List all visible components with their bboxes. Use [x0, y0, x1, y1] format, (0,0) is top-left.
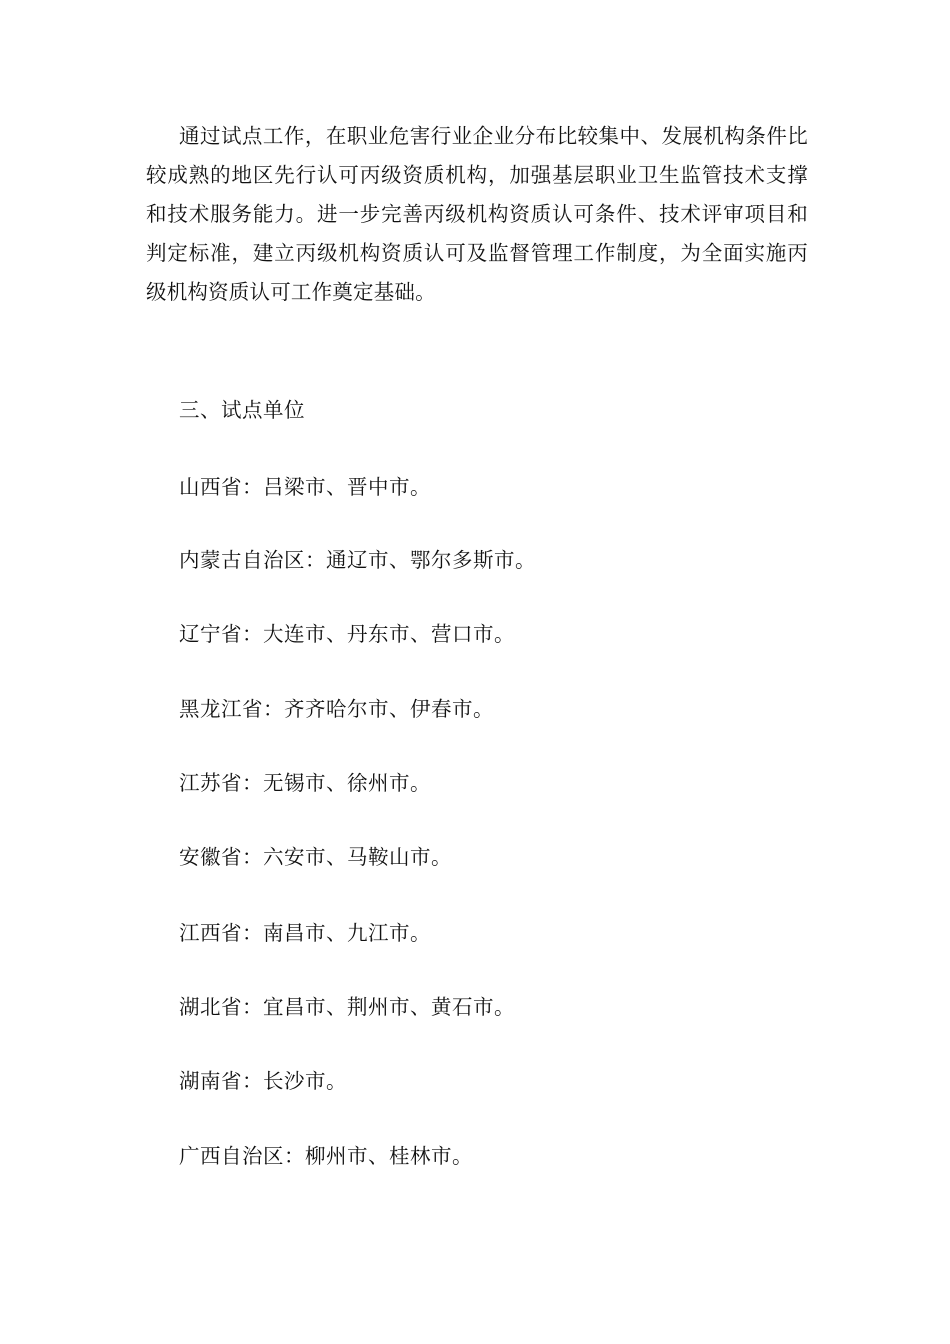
list-item: 湖南省：长沙市。	[179, 1069, 347, 1093]
list-item: 广西自治区：柳州市、桂林市。	[179, 1144, 473, 1168]
list-item: 湖北省：宜昌市、荆州市、黄石市。	[179, 995, 515, 1019]
section-heading: 三、试点单位	[179, 398, 305, 422]
list-item: 安徽省：六安市、马鞍山市。	[179, 845, 452, 869]
list-item: 江苏省：无锡市、徐州市。	[179, 771, 431, 795]
intro-paragraph: 通过试点工作，在职业危害行业企业分布比较集中、发展机构条件比较成熟的地区先行认可丙级资质机构，加强基层职业卫生监管技术支撑和技术服务能力。进一步完善丙级机构资质认可条件、技术评审项目和判定标准，建立丙级机构资质认可及监督管理工作制度，为全面实施丙级机构资质认可工作奠定基础。	[146, 124, 808, 304]
list-item: 山西省：吕梁市、晋中市。	[179, 475, 431, 499]
list-item: 辽宁省：大连市、丹东市、营口市。	[179, 622, 515, 646]
list-item: 内蒙古自治区：通辽市、鄂尔多斯市。	[179, 548, 536, 572]
list-item: 黑龙江省：齐齐哈尔市、伊春市。	[179, 697, 494, 721]
list-item: 江西省：南昌市、九江市。	[179, 921, 431, 945]
